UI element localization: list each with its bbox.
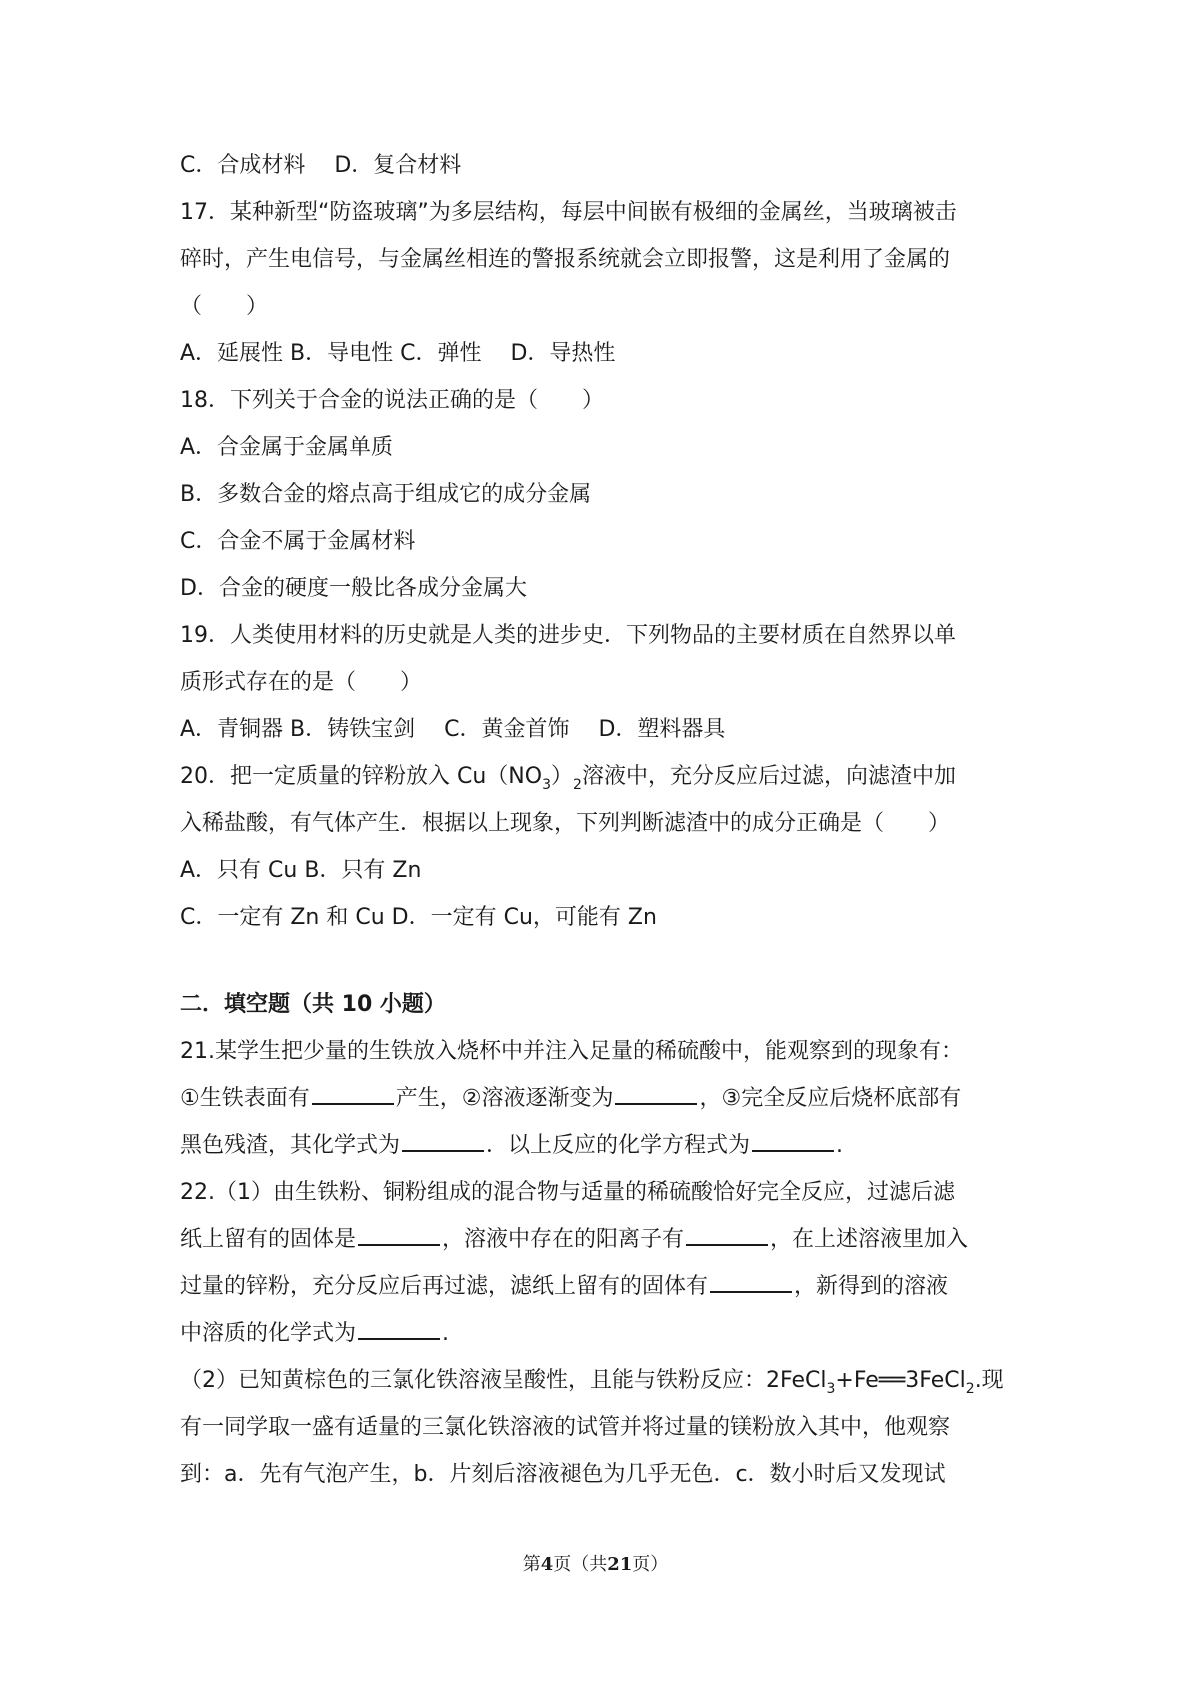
- answer-bracket: （ ）: [180, 294, 269, 319]
- footer-text: 页（共: [553, 1554, 608, 1575]
- option-18-c: C．合金不属于金属材料: [180, 529, 416, 554]
- text-span: +Fe══3FeCl: [835, 1368, 966, 1393]
- text-span: 黑色残渣，其化学式为: [180, 1133, 401, 1158]
- page-number: 4: [540, 1554, 554, 1575]
- text-line: 入稀盐酸，有气体产生．根据以上现象，下列判断滤渣中的成分正确是（ ）: [180, 811, 951, 836]
- text-line: [180, 1263, 1030, 1310]
- text-span: 20．把一定质量的锌粉放入 Cu（NO: [180, 764, 543, 789]
- text-span: .: [836, 1133, 844, 1158]
- page-footer: [0, 1550, 1191, 1576]
- question-22-part2: [180, 1357, 1030, 1404]
- question-17: 17．某种新型“防盗玻璃”为多层结构，每层中间嵌有极细的金属丝，当玻璃被击: [180, 200, 957, 225]
- answer-blank: [402, 1149, 484, 1152]
- text-line: C．合成材料 D．复合材料: [180, 153, 462, 178]
- text-span: ，溶液中存在的阳离子有: [442, 1227, 685, 1252]
- subscript: 3: [826, 1381, 836, 1397]
- option-18-b: B．多数合金的熔点高于组成它的成分金属: [180, 482, 592, 507]
- text-line: 到：a．先有气泡产生，b．片刻后溶液褪色为几乎无色．c．数小时后又发现试: [180, 1462, 946, 1487]
- text-line: [180, 1310, 1030, 1357]
- section-heading: 二．填空题（共 10 小题）: [180, 992, 446, 1017]
- subscript: 3: [542, 777, 551, 793]
- question-18: 18．下列关于合金的说法正确的是（ ）: [180, 388, 604, 413]
- question-21: 21.某学生把少量的生铁放入烧杯中并注入足量的稀硫酸中，能观察到的现象有：: [180, 1039, 963, 1064]
- text-span: 中溶质的化学式为: [180, 1321, 357, 1346]
- question-20: [180, 753, 1030, 800]
- text-span: ，③完全反应后烧杯底部有: [699, 1086, 962, 1111]
- text-span: ）: [551, 764, 574, 789]
- answer-blank: [615, 1102, 697, 1105]
- text-line: 有一同学取一盛有适量的三氯化铁溶液的试管并将过量的镁粉放入其中，他观察: [180, 1415, 951, 1440]
- option-18-d: D．合金的硬度一般比各成分金属大: [180, 576, 527, 601]
- option-18-a: A．合金属于金属单质: [180, 435, 394, 460]
- text-span: 纸上留有的固体是: [180, 1227, 357, 1252]
- footer-text: 页）: [632, 1554, 669, 1575]
- text-span: ，新得到的溶液: [794, 1274, 949, 1299]
- options-19: A．青铜器 B．铸铁宝剑 C．黄金首饰 D．塑料器具: [180, 717, 726, 742]
- text-span: .: [442, 1321, 450, 1346]
- options-20-cd: C．一定有 Zn 和 Cu D．一定有 Cu，可能有 Zn: [180, 905, 657, 930]
- text-span: ．以上反应的化学方程式为: [486, 1133, 751, 1158]
- page-content: [180, 142, 1030, 1498]
- question-19: 19．人类使用材料的历史就是人类的进步史．下列物品的主要材质在自然界以单: [180, 623, 956, 648]
- text-span: ①生铁表面有: [180, 1086, 310, 1111]
- text-span: 过量的锌粉，充分反应后再过滤，滤纸上留有的固体有: [180, 1274, 709, 1299]
- text-line: 质形式存在的是（ ）: [180, 670, 423, 695]
- answer-blank: [358, 1243, 440, 1246]
- subscript: 2: [965, 1381, 975, 1397]
- options-17: A．延展性 B．导电性 C．弹性 D．导热性: [180, 341, 616, 366]
- answer-blank: [358, 1337, 440, 1340]
- footer-text: 第: [522, 1554, 541, 1575]
- options-20-ab: A．只有 Cu B．只有 Zn: [180, 858, 422, 883]
- answer-blank: [752, 1149, 834, 1152]
- text-line: 碎时，产生电信号，与金属丝相连的警报系统就会立即报警，这是利用了金属的: [180, 247, 951, 272]
- answer-blank: [686, 1243, 768, 1246]
- text-line: [180, 1122, 1030, 1169]
- question-22: 22.（1）由生铁粉、铜粉组成的混合物与适量的稀硫酸恰好完全反应，过滤后滤: [180, 1180, 955, 1205]
- text-span: 溶液中，充分反应后过滤，向滤渣中加: [581, 764, 956, 789]
- text-span: 产生，②溶液逐渐变为: [395, 1086, 614, 1111]
- subscript: 2: [573, 777, 582, 793]
- text-span: ，在上述溶液里加入: [770, 1227, 969, 1252]
- answer-blank: [710, 1290, 792, 1293]
- page-total: 21: [607, 1554, 633, 1575]
- text-span: .现: [974, 1368, 1004, 1393]
- text-line: [180, 1216, 1030, 1263]
- text-span: （2）已知黄棕色的三氯化铁溶液呈酸性，且能与铁粉反应：2FeCl: [180, 1368, 827, 1393]
- text-line: [180, 1075, 1030, 1122]
- answer-blank: [312, 1102, 394, 1105]
